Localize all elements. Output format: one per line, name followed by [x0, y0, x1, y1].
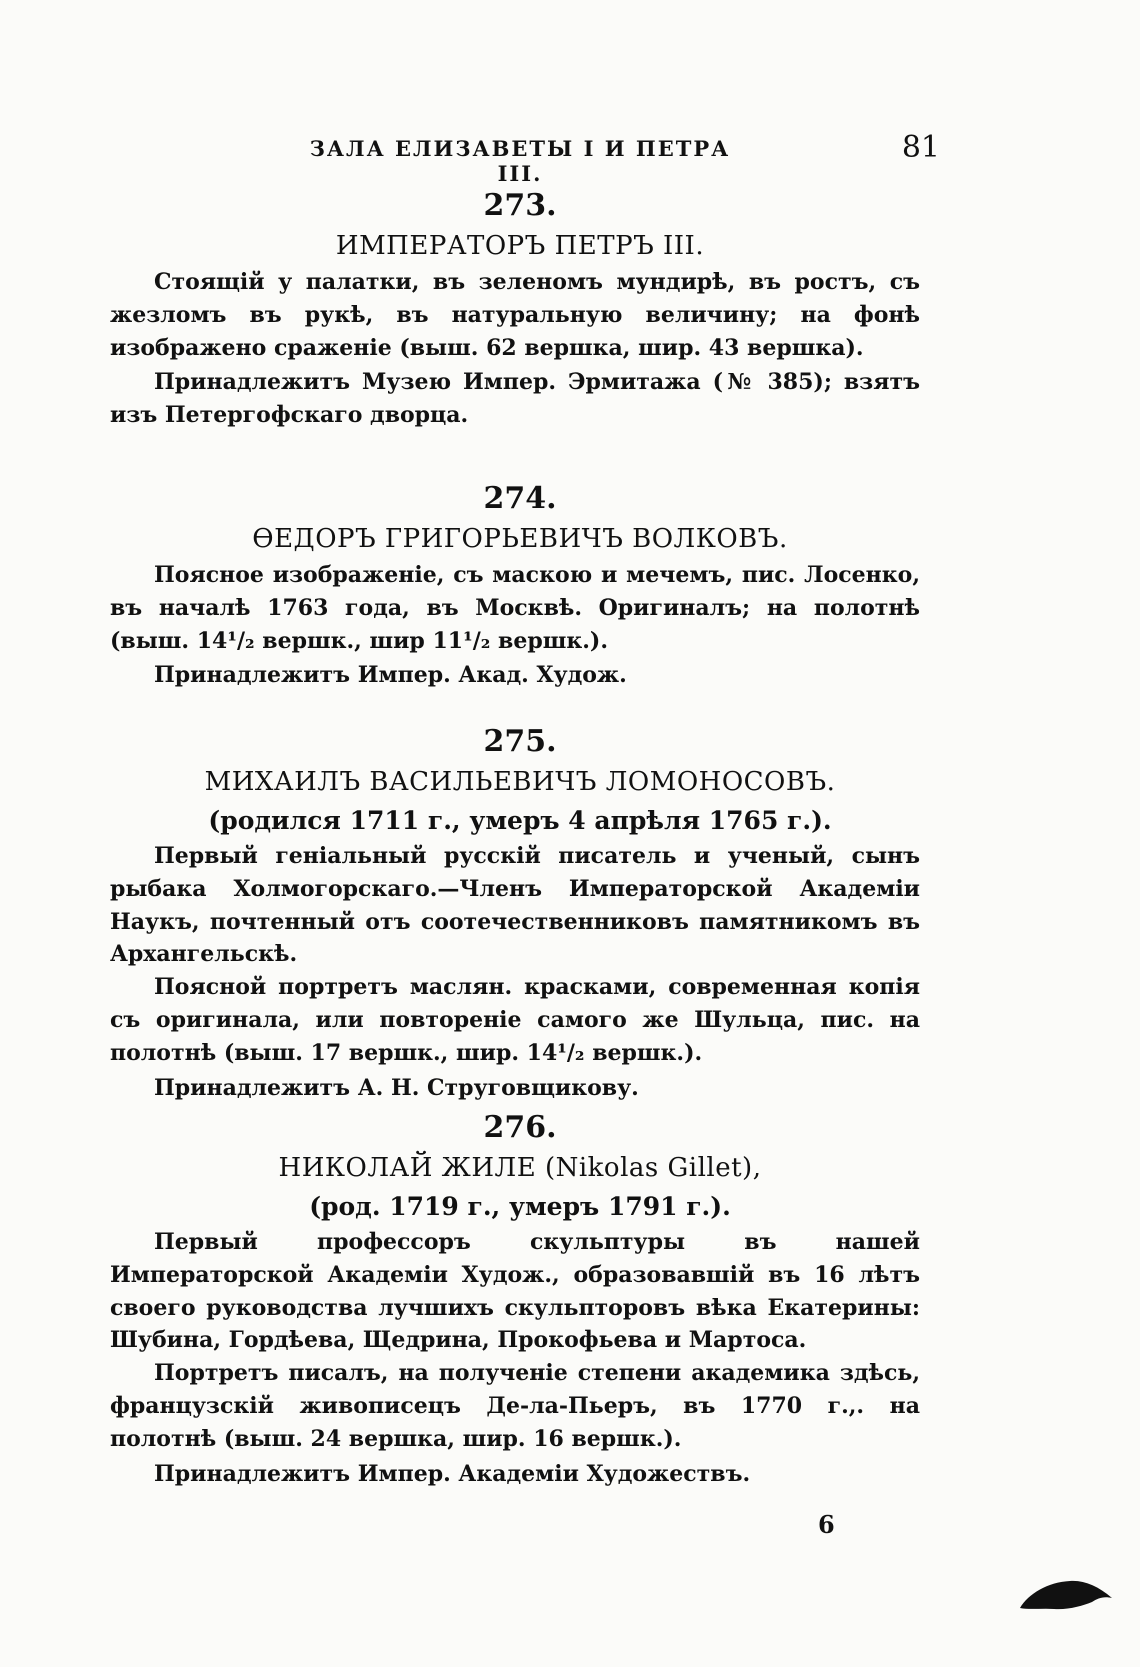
catalog-entry-276: [110, 1108, 920, 1490]
entry-owner: Принадлежитъ А. Н. Струговщикову.: [154, 1074, 639, 1101]
entry-description: Первый геніальный русскій писатель и ученый, сынъ рыбака Холмогорскаго.—Членъ Императорской Академіи Наукъ, почтенный отъ соотечественниковъ памятникомъ въ Архангельскѣ.: [110, 843, 920, 968]
entry-name: МИХАИЛЪ ВАСИЛЬЕВИЧЪ ЛОМОНОСОВЪ.: [204, 767, 836, 797]
entry-owner: Принадлежитъ Импер. Академіи Художествъ.: [154, 1460, 751, 1487]
running-header-title: ЗАЛА ЕЛИЗАВЕТЫ I И ПЕТРА III.: [309, 136, 731, 186]
entry-number: 274.: [483, 481, 557, 516]
entry-name: ИМПЕРАТОРЪ ПЕТРЪ III.: [335, 231, 705, 261]
signature-mark: 6: [818, 1510, 835, 1539]
entry-owner: Принадлежитъ Импер. Акад. Худож.: [154, 662, 627, 689]
catalog-entry-273: [110, 186, 920, 432]
entry-dates: (род. 1719 г., умеръ 1791 г.).: [309, 1192, 731, 1221]
entry-dates: (родился 1711 г., умеръ 4 апрѣля 1765 г.).: [208, 806, 832, 835]
entry-description-2: Портретъ писалъ, на полученіе степени академика здѣсь, французскій живописецъ Де-ла-Пьеръ, въ 1770 г.,. на полотнѣ (выш. 24 вершка, шир. 16 вершк.).: [110, 1360, 920, 1452]
entry-name: ѲЕДОРЪ ГРИГОРЬЕВИЧЪ ВОЛКОВЪ.: [252, 524, 788, 554]
page-number: 81: [901, 130, 940, 165]
entry-description: Первый профессоръ скульптуры въ нашей Императорской Академіи Худож., образовавшій въ 16 лѣтъ своего руководства лучшихъ скульпторовъ вѣка Екатерины: Шубина, Гордѣева, Щедрина, Прокофьева и Мартоса.: [110, 1229, 920, 1354]
ink-blot: [1018, 1576, 1114, 1614]
catalog-entry-274: [110, 479, 920, 692]
catalog-entry-275: [110, 722, 920, 1104]
entry-number: 275.: [483, 724, 557, 759]
entry-name: НИКОЛАЙ ЖИЛЕ (Nikolas Gillet),: [278, 1153, 762, 1183]
entry-owner: Принадлежитъ Музею Импер. Эрмитажа (№ 385); взятъ изъ Петергофскаго дворца.: [110, 369, 920, 429]
entry-number: 273.: [483, 188, 557, 223]
entry-description-2: Поясной портретъ маслян. красками, современная копія съ оригинала, или повтореніе самого же Шульца, пис. на полотнѣ (выш. 17 вершк., шир. 14¹/₂ вершк.).: [110, 974, 920, 1066]
entry-description: Стоящій у палатки, въ зеленомъ мундирѣ, въ ростъ, съ жезломъ въ рукѣ, въ натуральную величину; на фонѣ изображено сраженіе (выш. 62 вершка, шир. 43 вершка).: [110, 269, 920, 361]
entry-description: Поясное изображеніе, съ маскою и мечемъ, пис. Лосенко, въ началѣ 1763 года, въ Москвѣ. Оригиналъ; на полотнѣ (выш. 14¹/₂ вершк., шир 11¹/₂ вершк.).: [110, 562, 920, 654]
entry-number: 276.: [483, 1110, 557, 1145]
